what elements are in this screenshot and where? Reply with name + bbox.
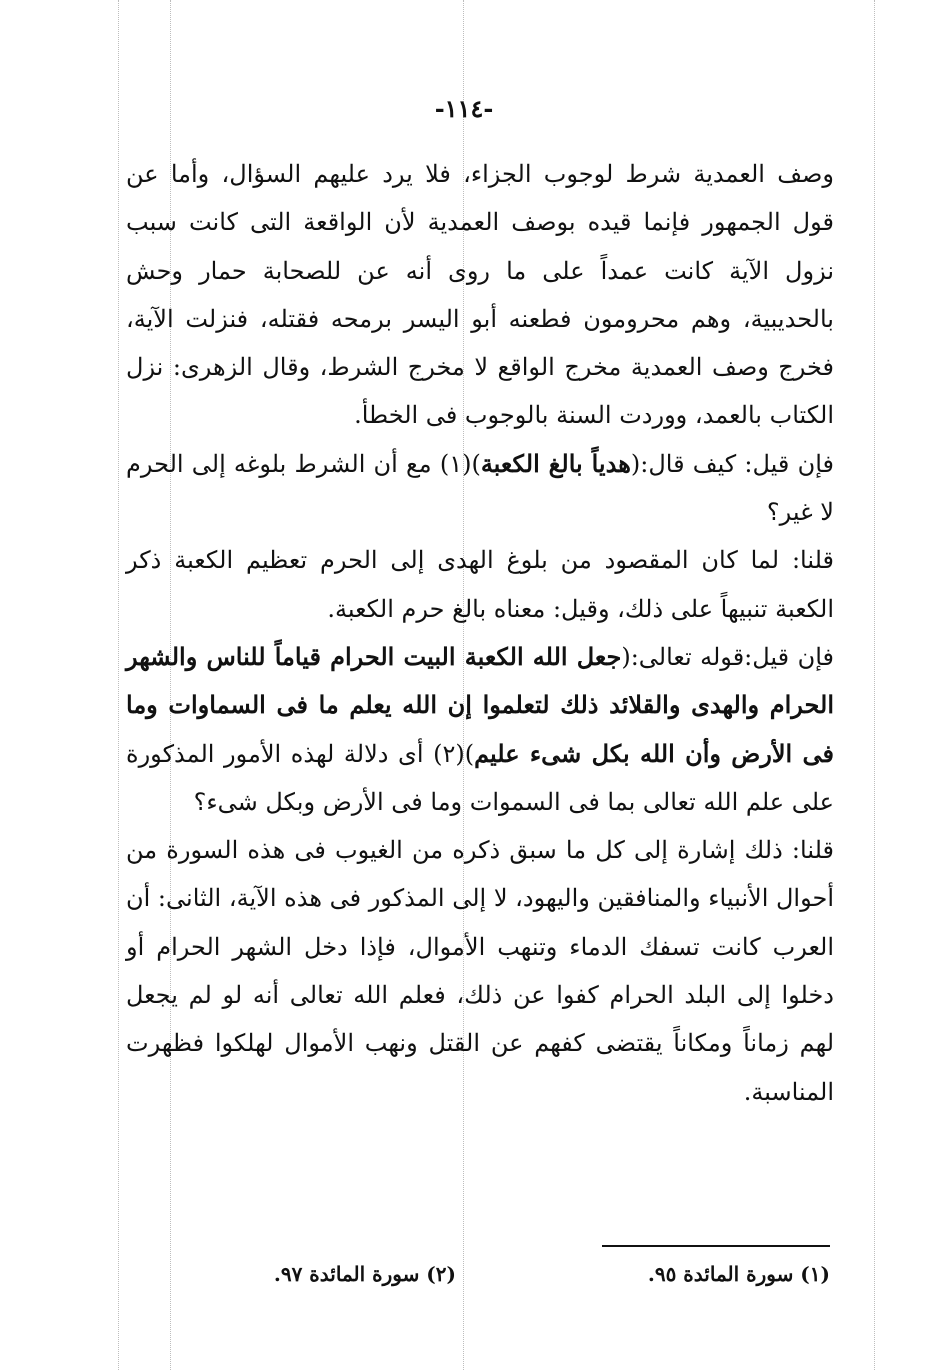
quran-quote: هدياً بالغ الكعبة (480, 448, 631, 478)
quran-quote: جعل الله الكعبة البيت الحرام قياماً للناس والشهر الحرام والهدى والقلائد ذلك لتعلموا إن الله يعلم ما فى السماوات وما فى الأرض وأن الله بكل شىء عليم (126, 641, 835, 768)
paragraph (126, 633, 834, 826)
paragraph (126, 826, 834, 1116)
scan-artifact-line (874, 0, 875, 1370)
text-segment: )(٢) أى دلالة لهذه الأمور المذكورة على علم الله تعالى بما فى السموات وما فى الأرض وبكل شىء؟ (126, 739, 834, 816)
text-segment: وصف العمدية شرط لوجوب الجزاء، فلا يرد عليهم السؤال، وأما عن قول الجمهور فإنما قيده بوصف العمدية لأن الواقعة التى كانت سبب نزول الآية كانت عمداً على ما روى أنه عن للصحابة حمار وحش بالحديبية، وهم محرومون فطعنه أبو اليسر برمحه فقتله، فنزلت الآية، فخرج وصف العمدية مخرج الواقع لا مخرج الشرط، وقال الزهرى: نزل الكتاب بالعمد، ووردت السنة بالوجوب فى الخطأ. (126, 160, 835, 430)
scan-artifact-line (118, 0, 119, 1370)
page-number: -١١٤- (434, 94, 494, 123)
text-segment: فإن قيل:قوله تعالى:( (621, 642, 834, 671)
footnote-1: (١) سورة المائدة ٩٥. (647, 1262, 830, 1286)
text-segment: قلنا: ذلك إشارة إلى كل ما سبق ذكره من الغيوب فى هذه السورة من أحوال الأنبياء والمنافقين واليهود، لا إلى المذكور فى هذه الآية، الثانى: أن العرب كانت تسفك الدماء وتنهب الأموال، فإذا دخل الشهر الحرام أو دخلوا إلى البلد الحرام كفوا عن ذلك، فعلم الله تعالى أنه لو لم يجعل لهم زماناً ومكاناً يقتضى كفهم عن القتل ونهب الأموال لهلكوا فظهرت المناسبة. (126, 836, 835, 1106)
paragraph (126, 536, 834, 633)
paragraph (126, 440, 834, 537)
footnote-2: (٢) سورة المائدة ٩٧. (273, 1262, 456, 1286)
body-text (126, 150, 834, 1116)
text-segment: فإن قيل: كيف قال:( (630, 449, 834, 478)
text-segment: قلنا: لما كان المقصود من بلوغ الهدى إلى الحرم تعظيم الكعبة ذكر الكعبة تنبيهاً على ذلك، وقيل: معناه بالغ حرم الكعبة. (126, 546, 834, 623)
text-segment: )(١) مع أن الشرط بلوغه إلى الحرم لا غير؟ (126, 449, 834, 527)
footnote-separator (602, 1245, 830, 1247)
paragraph (126, 150, 834, 440)
footnotes (126, 1262, 830, 1302)
